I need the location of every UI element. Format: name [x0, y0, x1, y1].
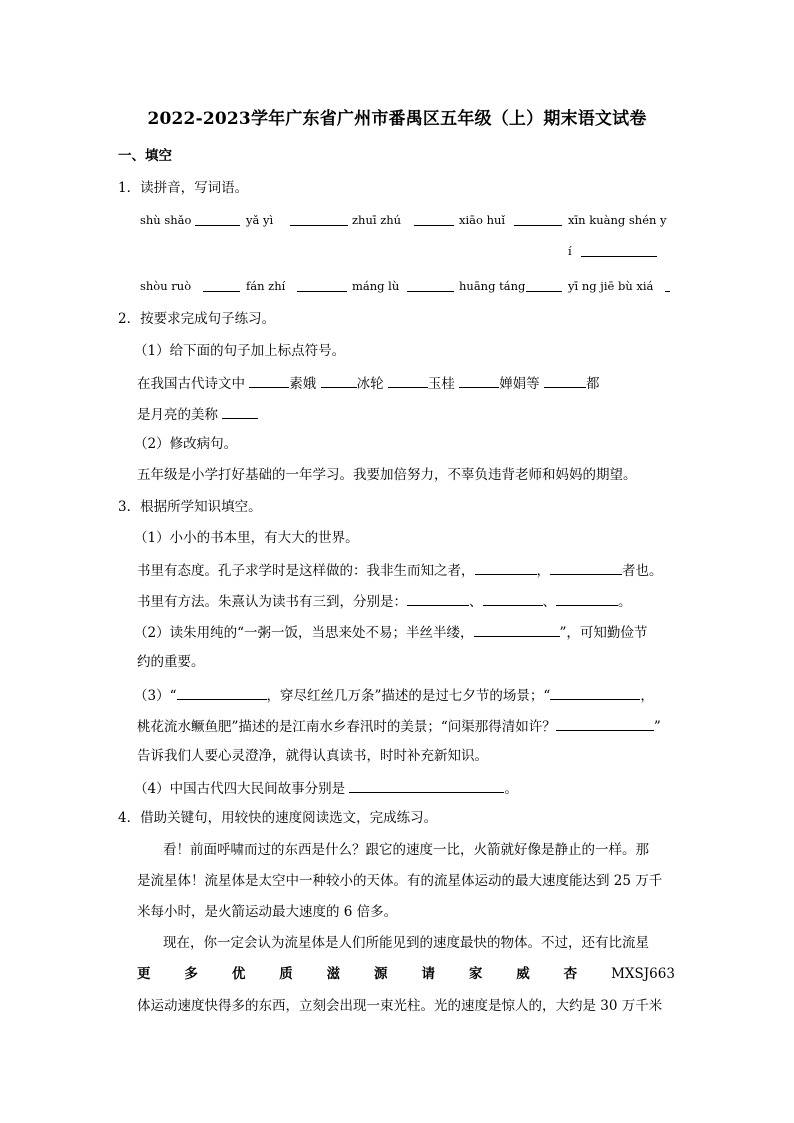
sentence-part: 素娥	[289, 376, 317, 392]
pinyin-9: huāng táng	[459, 279, 526, 293]
q3-sub3-cont2: 告诉我们人要心灵澄净，就得认真读书，时时补充新知识。	[137, 748, 488, 764]
punct-blank[interactable]	[321, 373, 357, 388]
sentence-part: 玉桂	[427, 376, 455, 392]
question-3	[118, 498, 262, 516]
answer-blank[interactable]	[195, 211, 240, 226]
answer-blank[interactable]	[203, 277, 240, 292]
answer-blank[interactable]	[407, 591, 469, 606]
text-part: ”	[653, 719, 661, 735]
answer-blank[interactable]	[526, 277, 562, 292]
sentence-part: 是月亮的美称	[137, 407, 218, 423]
passage-p1-line3: 米每小时，是火箭运动最大速度的 6 倍多。	[137, 904, 398, 920]
text-part: 、	[469, 594, 483, 610]
answer-blank[interactable]	[414, 211, 454, 226]
watermark-char: 威	[516, 966, 530, 982]
watermark-char: 源	[374, 966, 388, 982]
pinyin-7: fán zhí	[246, 279, 286, 293]
question-text: 借助关键句，用较快的速度阅读选文，完成练习。	[140, 810, 438, 826]
answer-blank[interactable]	[665, 277, 670, 292]
punct-blank[interactable]	[544, 373, 586, 388]
watermark-code: MXSJ663	[611, 966, 675, 982]
punct-blank[interactable]	[388, 373, 428, 388]
passage-p1-line1: 看！前面呼啸而过的东西是什么？跟它的速度一比，火箭就好像是静止的一样。那	[163, 842, 649, 858]
sentence-part: 婵娟等	[499, 376, 540, 392]
q3-sub1: （1）小小的书本里，有大大的世界。	[134, 530, 359, 546]
answer-blank[interactable]	[483, 591, 543, 606]
watermark-char: 更	[137, 966, 151, 982]
question-number: 2．	[118, 311, 141, 327]
answer-blank[interactable]	[556, 591, 618, 606]
question-1	[118, 179, 248, 197]
pinyin-3: zhuī zhú	[352, 213, 402, 227]
answer-blank[interactable]	[581, 242, 657, 257]
text-part: 书里有态度。孔子求学时是这样做的：我非生而知之者，	[137, 563, 475, 579]
pinyin-5-tail: í	[568, 244, 572, 258]
text-part: 桃花流水鳜鱼肥”描述的是江南水乡春汛时的美景；“问渠那得清如许？	[137, 719, 556, 735]
sentence-part: 都	[585, 376, 600, 392]
question-number: 3．	[118, 499, 141, 515]
q3-sub3-cont	[137, 716, 661, 736]
watermark-char: 多	[184, 966, 198, 982]
text-part: 书里有方法。朱熹认为读书有三到，分别是：	[137, 594, 407, 610]
punct-blank[interactable]	[222, 404, 258, 419]
answer-blank[interactable]	[349, 778, 504, 793]
answer-blank[interactable]	[556, 716, 654, 731]
sentence-part: 在我国古代诗文中	[137, 376, 245, 392]
punct-blank[interactable]	[249, 373, 289, 388]
text-part: ，	[536, 563, 550, 579]
watermark-char: 家	[468, 966, 483, 982]
text-part: ”，可知勤俭节	[559, 625, 648, 641]
pinyin-4: xiāo huǐ	[459, 213, 506, 227]
passage-p2-line1: 现在，你一定会认为流星体是人们所能见到的速度最快的物体。不过，还有比流星	[163, 935, 649, 951]
pinyin-1: shù shǎo	[140, 213, 192, 227]
watermark-char: 优	[231, 966, 246, 982]
q2-sentence	[137, 373, 599, 393]
answer-blank[interactable]	[290, 211, 348, 226]
answer-blank[interactable]	[297, 277, 347, 292]
watermark-char: 请	[421, 966, 435, 982]
answer-blank[interactable]	[407, 277, 454, 292]
q2-sentence-line2	[137, 404, 258, 424]
text-part: （2）读朱用纯的“一粥一饭，当思来处不易；半丝半缕，	[134, 625, 474, 641]
answer-blank[interactable]	[514, 211, 562, 226]
punct-blank[interactable]	[459, 373, 499, 388]
watermark-char: 滋	[326, 966, 341, 982]
q3-line1	[137, 560, 663, 580]
text-part: ，穿尽红丝几万条”描述的是过七夕节的场景；“	[266, 688, 551, 704]
sentence-part: 冰轮	[356, 376, 384, 392]
answer-blank[interactable]	[177, 685, 267, 700]
text-part: （4）中国古代四大民间故事分别是	[134, 781, 346, 797]
q2-sub1: （1）给下面的句子加上标点符号。	[134, 343, 346, 359]
watermark-line	[137, 965, 675, 983]
question-2	[118, 310, 275, 328]
q2-sub2: （2）修改病句。	[134, 436, 238, 452]
pinyin-6: shòu ruò	[140, 279, 192, 293]
section-heading-fill-in: 一、填空	[118, 148, 172, 164]
q3-sub4	[134, 778, 518, 798]
q3-sub2-cont: 约的重要。	[137, 654, 205, 670]
text-part: 、	[542, 594, 556, 610]
question-text: 根据所学知识填空。	[140, 499, 262, 515]
question-4	[118, 809, 437, 827]
watermark-char: 杏	[563, 966, 578, 982]
pinyin-5: xīn kuàng shén y	[568, 213, 667, 227]
text-part: 者也。	[622, 563, 663, 579]
question-number: 4．	[118, 810, 141, 826]
question-number: 1．	[118, 180, 141, 196]
answer-blank[interactable]	[550, 685, 640, 700]
question-text: 按要求完成句子练习。	[140, 311, 276, 327]
q3-sub3	[134, 685, 654, 705]
text-part: 。	[504, 781, 518, 797]
answer-blank[interactable]	[475, 560, 537, 575]
text-part: （3）“	[134, 688, 177, 704]
pinyin-8: máng lù	[352, 279, 400, 293]
text-part: 。	[618, 594, 632, 610]
q3-sub2	[134, 622, 647, 642]
page-title: 2022-2023学年广东省广州市番禺区五年级（上）期末语文试卷	[147, 109, 647, 129]
q2-faulty-sentence: 五年级是小学打好基础的一年学习。我要加倍努力，不辜负违背老师和妈妈的期望。	[137, 467, 637, 483]
text-part: ，	[640, 688, 654, 704]
watermark-char: 质	[279, 966, 293, 982]
answer-blank[interactable]	[474, 622, 560, 637]
pinyin-2: yǎ yì	[246, 213, 274, 227]
passage-p2-line2: 体运动速度快得多的东西，立刻会出现一束光柱。光的速度是惊人的，大约是 30 万千米	[137, 998, 663, 1014]
answer-blank[interactable]	[550, 560, 622, 575]
question-text: 读拼音，写词语。	[140, 180, 249, 196]
q3-line2	[137, 591, 632, 611]
pinyin-10: yī ng jiē bù xiá	[568, 279, 654, 293]
passage-p1-line2: 是流星体！流星体是太空中一种较小的天体。有的流星体运动的最大速度能达到 25 万千	[137, 873, 663, 889]
